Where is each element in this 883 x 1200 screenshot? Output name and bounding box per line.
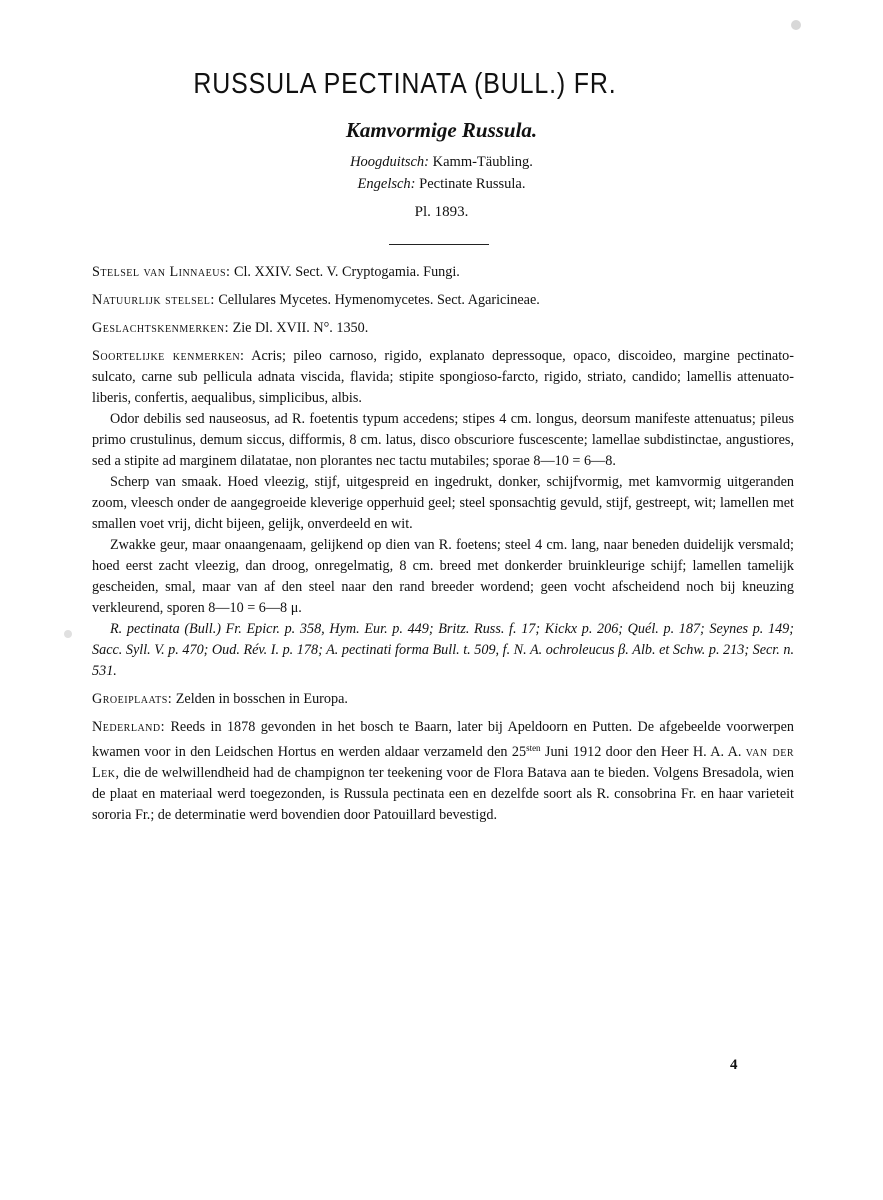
species-paragraph — [92, 346, 794, 409]
page-subtitle: Kamvormige Russula. — [345, 118, 538, 142]
linnaeus-label: Stelsel van Linnaeus: — [92, 264, 231, 280]
references-paragraph: R. pectinata (Bull.) Fr. Epicr. p. 358, Hym. Eur. p. 449; Britz. Russ. f. 17; Kickx p. 206; Quél. p. 187; Seynes p. 149; Sacc. Syll. V. p. 470; Oud. Rév. I. p. 178; A. pectinati forma Bull. t. 509, f. N. A. ochroleucus β. Alb. et Schw. p. 213; Secr. n. 531. — [92, 621, 794, 679]
taste-paragraph: Scherp van smaak. Hoed vleezig, stijf, uitgespreid en ingedrukt, donker, schijfvormig, met kamvormig uitgeranden zoom, vleesch onder de aangegroeide kleverige opperhuid geel; steel sponsachtig gevuld, stijf, gestreept, wit; lamellen met smallen voet vrij, dicht bijeen, gelijk, onverdeeld en wit. — [92, 474, 794, 532]
document-body — [92, 262, 794, 826]
smell-paragraph: Zwakke geur, maar onaangenaam, gelijkend op dien van R. foetens; steel 4 cm. lang, naar beneden duidelijk versmald; hoed eerst zacht vleezig, dan droog, onregelmatig, 8 cm. breed met donkerder bruinkleurige schijf; lamellen tamelijk gescheiden, smal, maar van af den steel naar den rand breeder wordend; geen vocht afscheidend noch bij kneuzing verkleurend, sporen 8—10 = 6—8 μ. — [92, 537, 794, 616]
netherlands-label: Nederland: — [92, 719, 166, 735]
english-name: Pectinate Russula. — [419, 176, 526, 192]
paper-speck — [64, 630, 72, 638]
german-name: Kamm-Täubling. — [432, 154, 533, 170]
odor-paragraph: Odor debilis sed nauseosus, ad R. foetentis typum accedens; stipes 4 cm. longus, deorsum manifeste attenuatus; pileus primo crustulinus, demum siccus, difformis, 8 cm. latus, disco obscuriore fuscescente; lamellae subdistinctae, angustiores, sed a stipite ad marginem dilatatae, non plorantes nec tactu mutabiles; sporae 8—10 = 6—8. — [92, 411, 794, 469]
genus-label: Geslachtskenmerken: — [92, 320, 230, 336]
page-title: RUSSULA PECTINATA (BULL.) FR. — [193, 68, 617, 100]
habitat-text: Zelden in bosschen in Europa. — [175, 691, 348, 707]
linnaeus-text: Cl. XXIV. Sect. V. Cryptogamia. Fungi. — [234, 264, 460, 280]
paper-speck — [791, 20, 801, 30]
netherlands-text-3: die de welwillendheid had de champignon ter teekening voor de Flora Batava aan te bieden. Volgens Bresadola, wien de plaat en materiaal werd toegezonden, is Russula pectinata een en dezelfde soort als R. consobrina Fr. en haar varieteit sororia Fr.; de determinatie werd bovendien door Patouillard bevestigd. — [92, 765, 794, 823]
date-suffix: sten — [526, 743, 541, 753]
genus-line — [92, 318, 794, 339]
natural-system-line — [92, 290, 794, 311]
netherlands-text-1: Reeds in 1878 gevonden in het bosch te Baarn, later bij Apeldoorn en Putten. De afgebeelde voorwerpen kwamen voor in den Leidschen Hortus en werden aldaar verzameld den 25 — [92, 719, 795, 760]
english-language-label: Engelsch: — [357, 176, 416, 192]
divider — [389, 244, 489, 245]
page-number: 4 — [730, 1057, 738, 1073]
habitat-label: Groeiplaats: — [92, 691, 173, 707]
species-text: Acris; pileo carnoso, rigido, explanato depressoque, opaco, discoideo, margine pectinato-sulcato, carne sub pellicula adnata viscida, flavida; stipite spongioso-farcto, rigido, striato, candido; lamellis attenuato-liberis, confertis, aequalibus, simplicibus, albis. — [92, 348, 794, 406]
netherlands-text-2: Juni 1912 door den Heer H. A. A. — [540, 744, 742, 760]
natural-system-label: Natuurlijk stelsel: — [92, 292, 215, 308]
plate-number: Pl. 1893. — [414, 204, 469, 220]
german-language-label: Hoogduitsch: — [350, 154, 430, 170]
german-name-line — [0, 154, 883, 171]
habitat-line — [92, 689, 794, 710]
genus-text: Zie Dl. XVII. N°. 1350. — [232, 320, 369, 336]
english-name-line — [0, 176, 883, 193]
species-label: Soortelijke kenmerken: — [92, 348, 245, 364]
natural-system-text: Cellulares Mycetes. Hymenomycetes. Sect. Agaricineae. — [218, 292, 540, 308]
collector-name: van der Lek, — [92, 744, 794, 781]
linnaeus-line — [92, 262, 794, 283]
netherlands-paragraph — [92, 717, 794, 826]
